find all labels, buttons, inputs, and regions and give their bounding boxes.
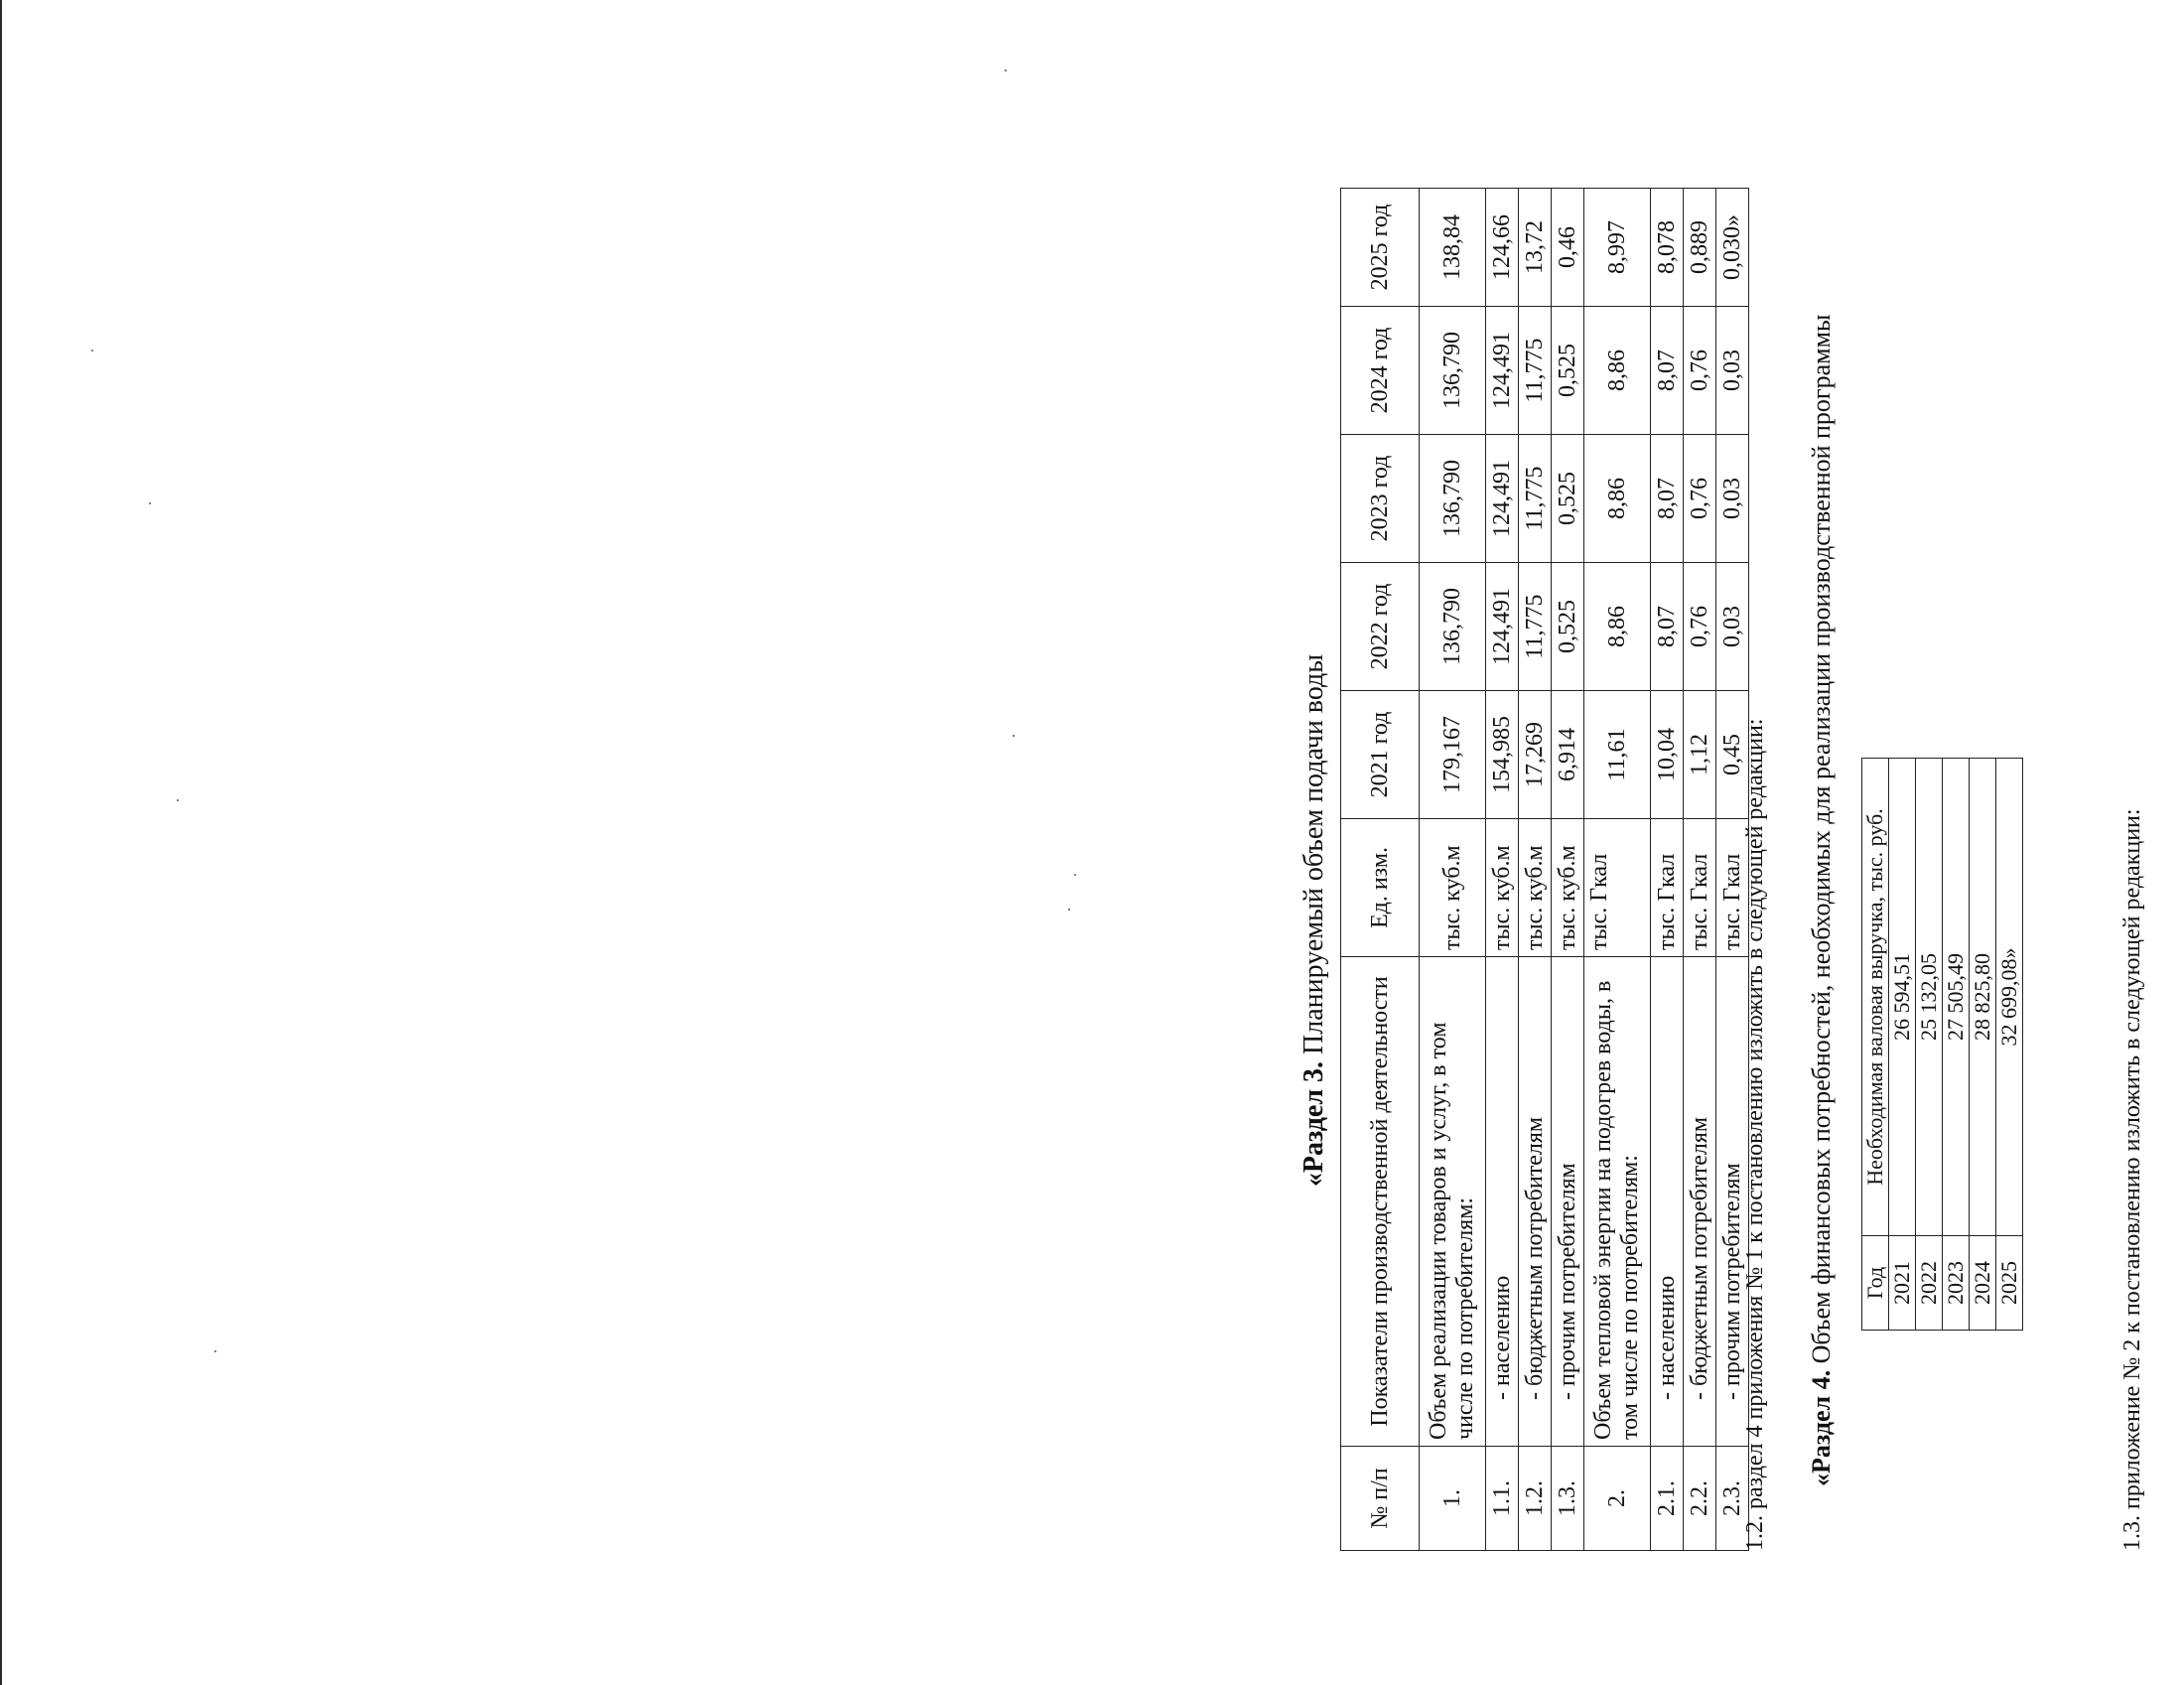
section4-title-bold: «Раздел 4. [1807, 1369, 1836, 1486]
cell-value: 8,07 [1651, 435, 1684, 563]
scan-speck [1013, 735, 1015, 737]
section3-title-bold: «Раздел 3. [1298, 1060, 1329, 1188]
cell-value: 8,07 [1651, 563, 1684, 691]
cell-value: 8,86 [1584, 435, 1651, 563]
header-year: Год [1862, 1236, 1889, 1331]
cell-num: 1. [1420, 1447, 1486, 1551]
table-row [1943, 759, 1970, 1331]
cell-value: 13,72 [1519, 189, 1552, 307]
revenue-table [1861, 758, 2023, 1331]
header-2021: 2021 год [1341, 691, 1420, 819]
table-row [1996, 759, 2023, 1331]
cell-unit: тыс. куб.м [1519, 819, 1552, 957]
cell-value: 8,997 [1584, 189, 1651, 307]
cell-revenue: 27 505,49 [1943, 759, 1970, 1236]
table-row [1584, 189, 1651, 1551]
cell-value: 154,985 [1486, 691, 1519, 819]
cell-value: 8,86 [1584, 563, 1651, 691]
cell-value: 11,775 [1519, 563, 1552, 691]
cell-value: 124,491 [1486, 307, 1519, 435]
cell-value: 17,269 [1519, 691, 1552, 819]
cell-value: 0,525 [1552, 563, 1584, 691]
cell-num: 1.2. [1519, 1447, 1552, 1551]
cell-value: 1,12 [1684, 691, 1716, 819]
table-row [1552, 189, 1584, 1551]
cell-value: 8,86 [1584, 307, 1651, 435]
cell-year: 2021 [1889, 1236, 1916, 1331]
cell-num: 2.1. [1651, 1447, 1684, 1551]
cell-unit: тыс. куб.м [1552, 819, 1584, 957]
cell-revenue: 32 699,08» [1996, 759, 2023, 1236]
cell-year: 2024 [1970, 1236, 1996, 1331]
section3-title-text: Планируемый объем подачи воды [1298, 653, 1329, 1061]
cell-value: 0,03 [1716, 563, 1749, 691]
cell-name: - бюджетным потребителям [1684, 957, 1716, 1447]
cell-value: 0,45 [1716, 691, 1749, 819]
scan-speck [1005, 70, 1007, 71]
section3-title [1298, 156, 1330, 1685]
cell-value: 136,790 [1420, 307, 1486, 435]
cell-unit: тыс. куб.м [1486, 819, 1519, 957]
cell-value: 0,76 [1684, 435, 1716, 563]
cell-num: 1.3. [1552, 1447, 1584, 1551]
header-2022: 2022 год [1341, 563, 1420, 691]
cell-num: 1.1. [1486, 1447, 1519, 1551]
cell-year: 2022 [1916, 1236, 1943, 1331]
table-header-row [1341, 189, 1420, 1551]
paragraph-1-2: 1.2. раздел 4 приложения № 1 к постановлению изложить в следующей редакции: [1742, 718, 1768, 1551]
cell-value: 0,889 [1684, 189, 1716, 307]
cell-revenue: 26 594,51 [1889, 759, 1916, 1236]
rotated-page-content [1092, 156, 2184, 1685]
section4-title [1807, 314, 1837, 1486]
cell-name: - бюджетным потребителям [1519, 957, 1552, 1447]
cell-value: 0,76 [1684, 307, 1716, 435]
cell-name: - населению [1651, 957, 1684, 1447]
page-inner [1092, 156, 2184, 1685]
scan-speck [149, 502, 151, 504]
cell-value: 0,525 [1552, 307, 1584, 435]
header-2024: 2024 год [1341, 307, 1420, 435]
header-unit: Ед. изм. [1341, 819, 1420, 957]
cell-value: 11,775 [1519, 435, 1552, 563]
cell-value: 11,775 [1519, 307, 1552, 435]
table-row [1651, 189, 1684, 1551]
table-row [1519, 189, 1552, 1551]
cell-year: 2025 [1996, 1236, 2023, 1331]
header-2025: 2025 год [1341, 189, 1420, 307]
cell-unit: тыс. Гкал [1684, 819, 1716, 957]
cell-num: 2.3. [1716, 1447, 1749, 1551]
table-row [1684, 189, 1716, 1551]
cell-value: 0,525 [1552, 435, 1584, 563]
cell-revenue: 25 132,05 [1916, 759, 1943, 1236]
cell-value: 8,078 [1651, 189, 1684, 307]
cell-name: - прочим потребителям [1552, 957, 1584, 1447]
table-row [1916, 759, 1943, 1331]
cell-value: 124,66 [1486, 189, 1519, 307]
cell-value: 136,790 [1420, 435, 1486, 563]
scan-speck [91, 350, 93, 351]
cell-unit: тыс. Гкал [1716, 819, 1749, 957]
cell-value: 8,07 [1651, 307, 1684, 435]
cell-value: 0,76 [1684, 563, 1716, 691]
header-2023: 2023 год [1341, 435, 1420, 563]
header-num: № п/п [1341, 1447, 1420, 1551]
cell-unit: тыс. Гкал [1651, 819, 1684, 957]
water-supply-table [1340, 188, 1749, 1551]
cell-name: - прочим потребителям [1716, 957, 1749, 1447]
section4-title-text: Объем финансовых потребностей, необходимых для реализации производственной программы [1807, 314, 1836, 1370]
table-row [1970, 759, 1996, 1331]
table-row [1420, 189, 1486, 1551]
scan-speck [1068, 909, 1070, 911]
cell-name: - населению [1486, 957, 1519, 1447]
scan-speck [1074, 874, 1076, 876]
cell-value: 6,914 [1552, 691, 1584, 819]
header-name: Показатели производственной деятельности [1341, 957, 1420, 1447]
cell-value: 10,04 [1651, 691, 1684, 819]
cell-unit: тыс. Гкал [1584, 819, 1651, 957]
scan-left-border [0, 0, 2, 1685]
cell-value: 0,03 [1716, 435, 1749, 563]
cell-name: Объем тепловой энергии на подогрев воды, в том числе по потребителям: [1584, 957, 1651, 1447]
cell-value: 136,790 [1420, 563, 1486, 691]
cell-value: 179,167 [1420, 691, 1486, 819]
cell-revenue: 28 825,80 [1970, 759, 1996, 1236]
cell-value: 124,491 [1486, 563, 1519, 691]
cell-value: 124,491 [1486, 435, 1519, 563]
cell-value: 0,030» [1716, 189, 1749, 307]
cell-unit: тыс. куб.м [1420, 819, 1486, 957]
cell-value: 11,61 [1584, 691, 1651, 819]
cell-value: 138,84 [1420, 189, 1486, 307]
table-row [1889, 759, 1916, 1331]
table-row [1486, 189, 1519, 1551]
scan-speck [214, 1350, 216, 1352]
cell-value: 0,03 [1716, 307, 1749, 435]
cell-value: 0,46 [1552, 189, 1584, 307]
header-revenue: Необходимая валовая выручка, тыс. руб. [1862, 759, 1889, 1236]
cell-num: 2.2. [1684, 1447, 1716, 1551]
table-header-row [1862, 759, 1889, 1331]
scan-speck [177, 799, 179, 801]
paragraph-1-3: 1.3. приложение № 2 к постановлению изложить в следующей редакции: [2119, 808, 2145, 1551]
cell-name: Объем реализации товаров и услуг, в том числе по потребителям: [1420, 957, 1486, 1447]
cell-num: 2. [1584, 1447, 1651, 1551]
cell-year: 2023 [1943, 1236, 1970, 1331]
